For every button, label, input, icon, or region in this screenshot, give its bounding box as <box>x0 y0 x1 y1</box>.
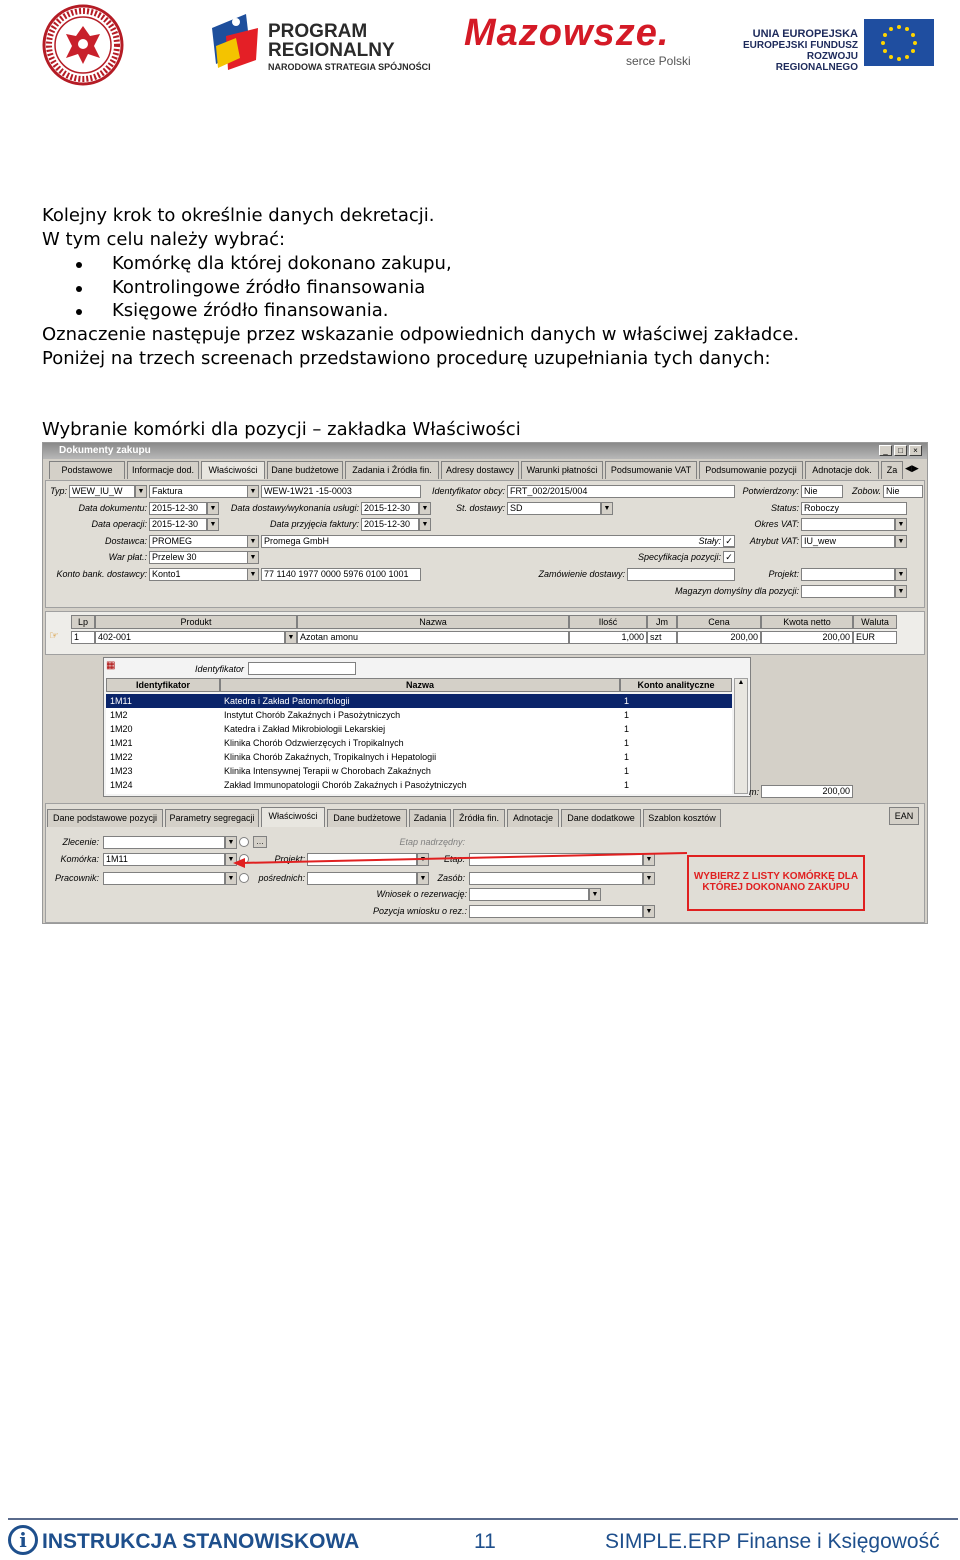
status-field[interactable]: Roboczy <box>801 502 907 515</box>
pozycja-wniosku-label: Pozycja wniosku o rez.: <box>372 906 467 916</box>
warunki-platnosci-label: War płat.: <box>108 552 147 562</box>
tab-scroll-arrows-icon[interactable]: ◀▶ <box>905 463 919 473</box>
pracownik-field[interactable] <box>103 872 225 885</box>
minimize-button[interactable]: _ <box>879 445 892 456</box>
university-seal-logo <box>40 4 126 86</box>
wniosek-label: Wniosek o rezerwację: <box>376 889 467 899</box>
lookup-cell-konto: 1 <box>624 696 630 706</box>
sum-field[interactable]: 200,00 <box>761 785 853 798</box>
st-dostawy-field[interactable]: SD <box>507 502 601 515</box>
komorka-field[interactable]: 1M11 <box>103 853 225 866</box>
pracownik-label: Pracownik: <box>54 873 99 883</box>
lookup-cell-nazwa: Instytut Chorób Zakaźnych i Pasożytniczych <box>224 710 401 720</box>
lookup-cell-identyfikator: 1M21 <box>110 738 133 748</box>
lookup-cell-konto: 1 <box>624 710 630 720</box>
okres-vat-field[interactable] <box>801 518 895 531</box>
grid-cell-jm[interactable]: szt <box>647 631 677 644</box>
komorka-label: Komórka: <box>60 854 99 864</box>
warunki-platnosci-dropdown-icon[interactable]: ▼ <box>247 551 259 564</box>
tab-zadania[interactable]: Zadania <box>409 809 451 827</box>
lookup-list-item[interactable] <box>106 694 732 708</box>
lookup-list-item[interactable] <box>106 764 732 778</box>
data-dokumentu-dropdown-icon[interactable]: ▼ <box>207 502 219 515</box>
posrednich-field[interactable] <box>307 872 417 885</box>
tab-wlasciwosci-pozycji[interactable]: Właściwości <box>261 807 325 827</box>
lookup-cell-identyfikator: 1M20 <box>110 724 133 734</box>
tab-dane-budzetowe[interactable]: Dane budżetowe <box>267 461 343 479</box>
produkt-dropdown-icon[interactable]: ▼ <box>285 631 297 644</box>
lookup-cell-identyfikator: 1M23 <box>110 766 133 776</box>
magazyn-domyslny-field[interactable] <box>801 585 895 598</box>
data-przyjecia-field[interactable]: 2015-12-30 <box>361 518 419 531</box>
zlecenie-browse-button[interactable]: … <box>253 836 267 848</box>
zlecenie-label: Zlecenie: <box>62 837 99 847</box>
erp-screenshot <box>42 442 928 924</box>
typ-field[interactable]: WEW_IU_W <box>69 485 135 498</box>
info-icon: i <box>8 1525 38 1555</box>
zlecenie-dropdown-icon[interactable]: ▼ <box>225 836 237 849</box>
etap-nadrzedny-label: Etap nadrzędny: <box>399 837 465 847</box>
tab-adnotacje-dok[interactable]: Adnotacje dok. <box>805 461 879 479</box>
dostawca-field[interactable]: PROMEG <box>149 535 249 548</box>
eu-flag-icon <box>864 19 934 66</box>
staly-checkbox[interactable]: ✓ <box>723 535 735 547</box>
lookup-cell-nazwa: Klinika Chorób Zakaźnych, Tropikalnych i Hepatologii <box>224 752 437 762</box>
etap-dropdown-icon[interactable]: ▼ <box>643 853 655 866</box>
zamowienie-dostawy-label: Zamówienie dostawy: <box>538 569 625 579</box>
zobow-label: Zobow. <box>851 486 881 496</box>
lookup-list-item[interactable] <box>106 736 732 750</box>
projekt-dropdown-icon[interactable]: ▼ <box>895 568 907 581</box>
lookup-filter-label: Identyfikator <box>194 664 244 674</box>
tab-adresy-dostawcy[interactable]: Adresy dostawcy <box>441 461 519 479</box>
zobow-field[interactable]: Nie <box>883 485 923 498</box>
konto-bank-label: Konto bank. dostawcy: <box>56 569 147 579</box>
lookup-header-konto[interactable]: Konto analityczne <box>620 678 732 692</box>
lookup-cell-nazwa: Katedra i Zakład Mikrobiologii Lekarskiej <box>224 724 386 734</box>
posrednich-label: pośrednich: <box>258 873 305 883</box>
data-dokumentu-label: Data dokumentu: <box>78 503 147 513</box>
lookup-list-item[interactable] <box>106 708 732 722</box>
grid-header-jm[interactable]: Jm <box>647 615 677 629</box>
mazowsze-logo: Mazowsze. <box>464 12 670 54</box>
footer-title: INSTRUKCJA STANOWISKOWA <box>42 1530 360 1553</box>
potwierdzony-label: Potwierdzony: <box>742 486 799 496</box>
bullet-dot <box>76 309 82 315</box>
lookup-cell-konto: 1 <box>624 738 630 748</box>
pozycja-wniosku-field[interactable] <box>469 905 643 918</box>
typ-dropdown-icon[interactable]: ▼ <box>135 485 147 498</box>
tab-adnotacje[interactable]: Adnotacje <box>507 809 559 827</box>
lookup-header-identyfikator[interactable]: Identyfikator <box>106 678 220 692</box>
lookup-cell-identyfikator: 1M24 <box>110 780 133 790</box>
bullet-dot <box>76 262 82 268</box>
potwierdzony-field[interactable]: Nie <box>801 485 843 498</box>
tab-podsumowanie-pozycji[interactable]: Podsumowanie pozycji <box>699 461 803 479</box>
pracownik-dropdown-icon[interactable]: ▼ <box>225 872 237 885</box>
zlecenie-radio[interactable] <box>239 837 249 847</box>
maximize-button[interactable]: □ <box>894 445 907 456</box>
konto-bank-dropdown-icon[interactable]: ▼ <box>247 568 259 581</box>
bullet-item: Kontrolingowe źródło finansowania <box>112 277 426 298</box>
lookup-list-item[interactable] <box>106 722 732 736</box>
st-dostawy-label: St. dostawy: <box>455 503 505 513</box>
window-titlebar: Dokumenty zakupu <box>43 443 928 459</box>
zlecenie-field[interactable] <box>103 836 225 849</box>
okres-vat-dropdown-icon[interactable]: ▼ <box>895 518 907 531</box>
zamowienie-dostawy-field[interactable] <box>627 568 735 581</box>
bullet-dot <box>76 286 82 292</box>
lookup-cell-konto: 1 <box>624 724 630 734</box>
tab-podsumowanie-vat[interactable]: Podsumowanie VAT <box>605 461 697 479</box>
row-pointer-hand-icon: ☞ <box>49 630 59 642</box>
grid-cell-produkt[interactable]: 402-001 <box>95 631 285 644</box>
cell-lookup-popup <box>103 657 751 797</box>
grid-header-waluta[interactable]: Waluta <box>853 615 897 629</box>
lookup-scrollbar[interactable]: ▲ <box>734 678 748 794</box>
paragraph-line: Oznaczenie następuje przez wskazanie odpowiednich danych w właściwej zakładce. <box>42 324 800 345</box>
grid-header-ilosc[interactable]: Ilość <box>569 615 647 629</box>
lookup-grid-icon[interactable]: ▦ <box>106 660 116 671</box>
tab-dane-dodatkowe[interactable]: Dane dodatkowe <box>561 809 641 827</box>
grid-cell-waluta[interactable]: EUR <box>853 631 897 644</box>
instruction-callout: WYBIERZ Z LISTY KOMÓRKĘ DLA KTÓREJ DOKONANO ZAKUPU <box>687 855 865 911</box>
lookup-list-item[interactable] <box>106 750 732 764</box>
data-dokumentu-field[interactable]: 2015-12-30 <box>149 502 207 515</box>
lookup-cell-konto: 1 <box>624 752 630 762</box>
program-regionalny-subtitle: NARODOWA STRATEGIA SPÓJNOŚCI <box>268 62 431 72</box>
specyfikacja-checkbox[interactable]: ✓ <box>723 551 735 563</box>
dostawca-name-field[interactable]: Promega GmbH <box>261 535 735 548</box>
lookup-cell-identyfikator: 1M22 <box>110 752 133 762</box>
konto-bank-field[interactable]: Konto1 <box>149 568 249 581</box>
grid-header-nazwa[interactable]: Nazwa <box>297 615 569 629</box>
tab-dane-budzetowe-pozycji[interactable]: Dane budżetowe <box>327 809 407 827</box>
bullet-item: Księgowe źródło finansowania. <box>112 300 389 321</box>
lookup-cell-konto: 1 <box>624 780 630 790</box>
program-regionalny-logo-icon <box>206 8 262 78</box>
lookup-header-nazwa[interactable]: Nazwa <box>220 678 620 692</box>
lookup-list-item[interactable] <box>106 778 732 792</box>
status-label: Status: <box>770 503 799 513</box>
paragraph-line: Poniżej na trzech screenach przedstawiono procedurę uzupełniania tych danych: <box>42 348 771 369</box>
sum-label: m: <box>749 787 759 797</box>
grid-header-kwota-netto[interactable]: Kwota netto <box>761 615 853 629</box>
mazowsze-subtitle: serce Polski <box>626 54 691 68</box>
konto-number-field[interactable]: 77 1140 1977 0000 5976 0100 1001 <box>261 568 421 581</box>
atrybut-vat-field[interactable]: IU_wew <box>801 535 895 548</box>
footer-divider <box>8 1518 958 1520</box>
data-przyjecia-dropdown-icon[interactable]: ▼ <box>419 518 431 531</box>
header-logo-bar <box>0 0 960 90</box>
lookup-cell-nazwa: Katedra i Zakład Patomorfologii <box>224 696 350 706</box>
tab-szablon-kosztow[interactable]: Szablon kosztów <box>643 809 721 827</box>
atrybut-vat-dropdown-icon[interactable]: ▼ <box>895 535 907 548</box>
grid-cell-lp[interactable]: 1 <box>71 631 95 644</box>
data-przyjecia-label: Data przyjęcia faktury: <box>269 519 359 529</box>
staly-label: Stały: <box>698 536 721 546</box>
wniosek-field[interactable] <box>469 888 589 901</box>
zasob-field[interactable] <box>469 872 643 885</box>
warunki-platnosci-field[interactable]: Przelew 30 <box>149 551 249 564</box>
data-dostawy-dropdown-icon[interactable]: ▼ <box>419 502 431 515</box>
grid-header-lp[interactable]: Lp <box>71 615 95 629</box>
intro-line: Kolejny krok to określnie danych dekretacji. <box>42 205 435 226</box>
magazyn-domyslny-dropdown-icon[interactable]: ▼ <box>895 585 907 598</box>
atrybut-vat-label: Atrybut VAT: <box>749 536 799 546</box>
zasob-dropdown-icon[interactable]: ▼ <box>643 872 655 885</box>
lookup-cell-nazwa: Klinika Intensywnej Terapii w Chorobach Zakaźnych <box>224 766 431 776</box>
data-operacji-dropdown-icon[interactable]: ▼ <box>207 518 219 531</box>
grid-header-produkt[interactable]: Produkt <box>95 615 297 629</box>
eu-fund-text: UNIA EUROPEJSKA EUROPEJSKI FUNDUSZ ROZWOJU REGIONALNEGO <box>742 28 858 73</box>
data-operacji-field[interactable]: 2015-12-30 <box>149 518 207 531</box>
tab-za[interactable]: Za <box>881 461 903 479</box>
posrednich-dropdown-icon[interactable]: ▼ <box>417 872 429 885</box>
program-regionalny-title: PROGRAM REGIONALNY <box>268 21 395 61</box>
data-dostawy-label: Data dostawy/wykonania usługi: <box>230 503 359 513</box>
okres-vat-label: Okres VAT: <box>754 519 799 529</box>
lookup-cell-nazwa: Zakład Immunopatologii Chorób Zakaźnych i Pasożytniczych <box>224 780 467 790</box>
lookup-cell-identyfikator: 1M2 <box>110 710 128 720</box>
grid-cell-cena[interactable]: 200,00 <box>677 631 761 644</box>
tab-zrodla-fin[interactable]: Źródła fin. <box>453 809 505 827</box>
screenshot-caption: Wybranie komórki dla pozycji – zakładka Właściwości <box>42 419 521 440</box>
typ-kind-dropdown-icon[interactable]: ▼ <box>247 485 259 498</box>
footer-product: SIMPLE.ERP Finanse i Księgowość <box>605 1530 940 1553</box>
lookup-filter-input[interactable] <box>248 662 356 675</box>
dostawca-label: Dostawca: <box>104 536 147 546</box>
dostawca-dropdown-icon[interactable]: ▼ <box>247 535 259 548</box>
grid-cell-kwota-netto[interactable]: 200,00 <box>761 631 853 644</box>
callout-arrow-icon <box>233 849 689 869</box>
tab-zadania-zrodla[interactable]: Zadania i Źródła fin. <box>345 461 439 479</box>
id-obcy-label: Identyfikator obcy: <box>431 486 505 496</box>
data-dostawy-field[interactable]: 2015-12-30 <box>361 502 419 515</box>
ean-button[interactable]: EAN <box>889 807 919 825</box>
typ-label: Typ: <box>50 486 67 496</box>
komorka-dropdown-icon[interactable]: ▼ <box>225 853 237 866</box>
pozycja-wniosku-dropdown-icon[interactable]: ▼ <box>643 905 655 918</box>
wniosek-dropdown-icon[interactable]: ▼ <box>589 888 601 901</box>
specyfikacja-pozycji-label: Specyfikacja pozycji: <box>637 552 721 562</box>
lookup-cell-nazwa: Klinika Chorób Odzwierzęcych i Tropikalnych <box>224 738 404 748</box>
tab-podstawowe[interactable]: Podstawowe <box>49 461 125 479</box>
lookup-cell-identyfikator: 1M11 <box>110 696 132 706</box>
st-dostawy-dropdown-icon[interactable]: ▼ <box>601 502 613 515</box>
doc-number-field[interactable]: WEW-1W21 -15-0003 <box>261 485 421 498</box>
projekt-poz-label: Projekt: <box>274 854 305 864</box>
tab-wlasciwosci[interactable]: Właściwości <box>201 461 265 479</box>
tab-informacje-dod[interactable]: Informacje dod. <box>127 461 199 479</box>
projekt-label: Projekt: <box>768 569 799 579</box>
tab-dane-podstawowe-pozycji[interactable]: Dane podstawowe pozycji <box>47 809 163 827</box>
typ-kind-field[interactable]: Faktura <box>149 485 249 498</box>
magazyn-domyslny-label: Magazyn domyślny dla pozycji: <box>674 586 799 596</box>
zasob-label: Zasób: <box>437 873 465 883</box>
id-obcy-field[interactable]: FRT_002/2015/004 <box>507 485 735 498</box>
data-operacji-label: Data operacji: <box>91 519 147 529</box>
grid-header-cena[interactable]: Cena <box>677 615 761 629</box>
bullet-item: Komórkę dla której dokonano zakupu, <box>112 253 452 274</box>
instruction-line: W tym celu należy wybrać: <box>42 229 286 250</box>
grid-cell-ilosc[interactable]: 1,000 <box>569 631 647 644</box>
close-button[interactable]: × <box>909 445 922 456</box>
page-number: 11 <box>474 1530 496 1553</box>
tab-parametry-segregacji[interactable]: Parametry segregacji <box>165 809 259 827</box>
grid-cell-nazwa[interactable]: Azotan amonu <box>297 631 569 644</box>
tab-warunki-platnosci[interactable]: Warunki płatności <box>521 461 603 479</box>
lookup-cell-konto: 1 <box>624 766 630 776</box>
projekt-field[interactable] <box>801 568 895 581</box>
